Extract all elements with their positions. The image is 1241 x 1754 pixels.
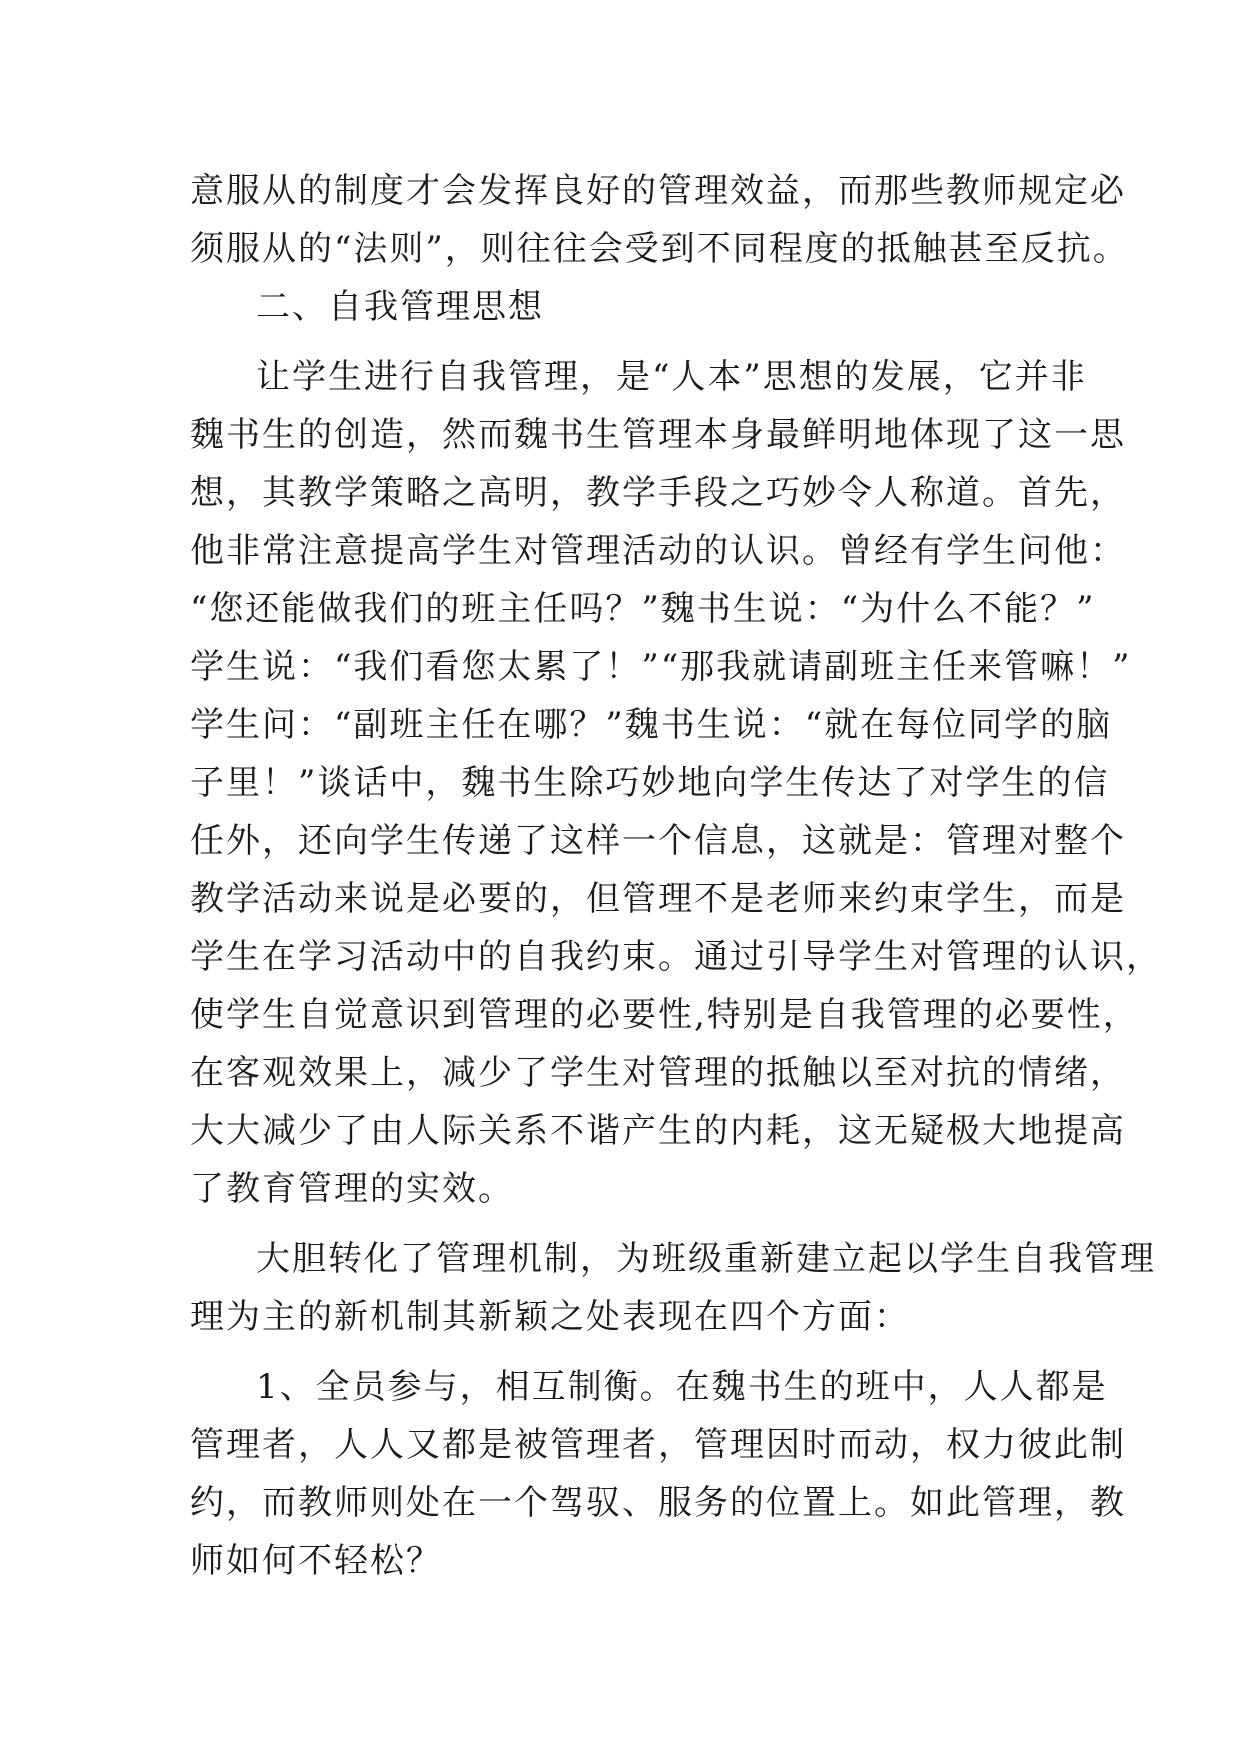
text-line: 约，而教师则处在一个驾驭、服务的位置上。如此管理，教 [190,1483,1126,1523]
text-line: “您还能做我们的班主任吗？”魏书生说：“为什么不能？” [190,589,1096,629]
text-line: 大大减少了由人际关系不谐产生的内耗，这无疑极大地提高 [190,1111,1126,1151]
text-line: 了教育管理的实效。 [190,1169,514,1209]
list-item-text: 1、全员参与，相互制衡。在魏书生的班中，人人都是 [256,1367,1108,1407]
text-line: 理为主的新机制其新颖之处表现在四个方面： [190,1297,910,1337]
text-line: 使学生自觉意识到管理的必要性,特别是自我管理的必要性， [190,995,1139,1035]
text-line: 学生在学习活动中的自我约束。通过引导学生对管理的认识， [190,937,1162,977]
text-line: 他非常注意提高学生对管理活动的认识。曾经有学生问他： [190,531,1126,571]
text-line: 大胆转化了管理机制，为班级重新建立起以学生自我管理 [256,1239,1156,1279]
text-line: 任外，还向学生传递了这样一个信息，这就是：管理对整个 [190,821,1126,861]
text-line: 想，其教学策略之高明，教学手段之巧妙令人称道。首先， [190,473,1126,513]
text-line: 子里！”谈话中，魏书生除巧妙地向学生传达了对学生的信 [190,763,1110,803]
text-line: 学生说：“我们看您太累了！”“那我就请副班主任来管嘛！” [190,647,1132,687]
text-line: 师如何不轻松？ [190,1541,442,1581]
text-line: 学生问：“副班主任在哪？”魏书生说：“就在每位同学的脑 [190,705,1113,745]
text-line: 教学活动来说是必要的，但管理不是老师来约束学生，而是 [190,879,1126,919]
text-line: 在客观效果上，减少了学生对管理的抵触以至对抗的情绪， [190,1053,1126,1093]
section-heading: 二、自我管理思想 [256,287,544,327]
text-line: 意服从的制度才会发挥良好的管理效益，而那些教师规定必 [190,171,1126,211]
text-line: 让学生进行自我管理，是“人本”思想的发展，它并非 [256,357,1087,397]
body-text [190,162,1162,1590]
text-line: 魏书生的创造，然而魏书生管理本身最鲜明地体现了这一思 [190,415,1126,455]
text-line: 管理者，人人又都是被管理者，管理因时而动，权力彼此制 [190,1425,1126,1465]
text-line: 须服从的“法则”，则往往会受到不同程度的抵触甚至反抗。 [190,229,1129,269]
